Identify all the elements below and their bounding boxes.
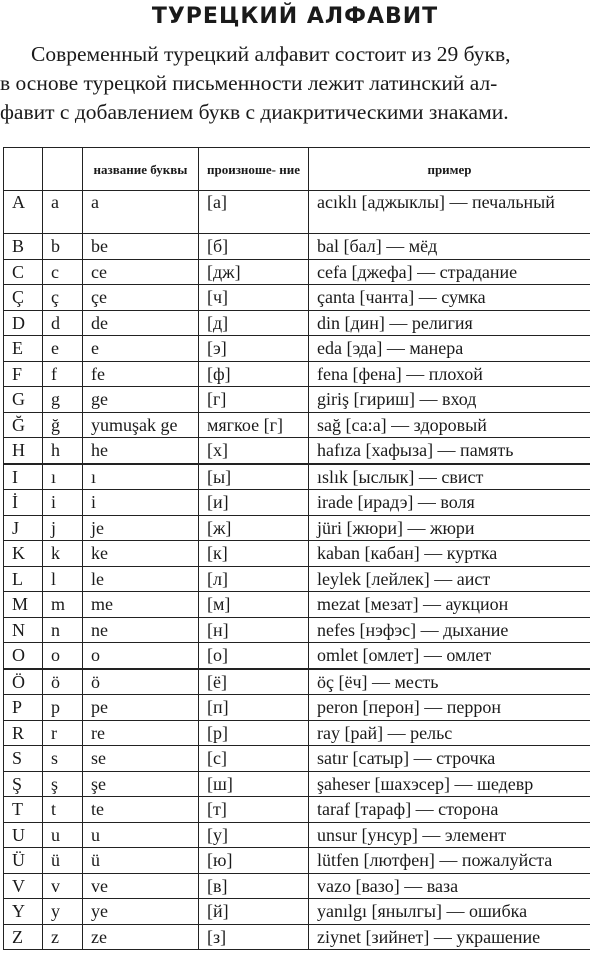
header-example: пример bbox=[309, 148, 590, 191]
cell-lowercase: m bbox=[43, 592, 83, 618]
intro-line: в основе турецкой письменности лежит латинский ал- bbox=[0, 71, 498, 95]
cell-letter-name: de bbox=[83, 310, 199, 336]
cell-pronunciation: [ы] bbox=[199, 464, 309, 490]
cell-letter-name: re bbox=[83, 720, 199, 746]
cell-letter-name: a bbox=[83, 191, 199, 234]
cell-letter-name: ke bbox=[83, 541, 199, 567]
cell-uppercase: U bbox=[4, 822, 43, 848]
cell-lowercase: ç bbox=[43, 285, 83, 311]
table-row bbox=[4, 191, 590, 234]
cell-lowercase: r bbox=[43, 720, 83, 746]
cell-uppercase: N bbox=[4, 617, 43, 643]
cell-letter-name: ze bbox=[83, 924, 199, 950]
cell-example: bal [бал] — мёд bbox=[309, 234, 590, 260]
intro-line: Современный турецкий алфавит состоит из 29 букв, bbox=[31, 42, 511, 66]
cell-uppercase: J bbox=[4, 515, 43, 541]
cell-lowercase: ö bbox=[43, 669, 83, 695]
cell-lowercase: t bbox=[43, 797, 83, 823]
cell-lowercase: v bbox=[43, 873, 83, 899]
intro-line: фавит с добавлением букв с диакритическими знаками. bbox=[0, 100, 509, 124]
cell-pronunciation: мягкое [г] bbox=[199, 412, 309, 438]
table-row bbox=[4, 541, 590, 567]
table-row bbox=[4, 464, 590, 490]
cell-letter-name: te bbox=[83, 797, 199, 823]
cell-example: giriş [гириш] — вход bbox=[309, 387, 590, 413]
cell-pronunciation: [в] bbox=[199, 873, 309, 899]
cell-letter-name: je bbox=[83, 515, 199, 541]
cell-example: lütfen [лютфен] — пожалуйста bbox=[309, 848, 590, 874]
cell-uppercase: G bbox=[4, 387, 43, 413]
cell-example: sağ [са:а] — здоровый bbox=[309, 412, 590, 438]
cell-lowercase: k bbox=[43, 541, 83, 567]
cell-letter-name: i bbox=[83, 490, 199, 516]
table-row bbox=[4, 617, 590, 643]
cell-lowercase: f bbox=[43, 361, 83, 387]
header-letter-name: название буквы bbox=[83, 148, 199, 191]
cell-uppercase: İ bbox=[4, 490, 43, 516]
table-row bbox=[4, 490, 590, 516]
table-header-row bbox=[4, 148, 590, 191]
cell-pronunciation: [ф] bbox=[199, 361, 309, 387]
cell-letter-name: e bbox=[83, 336, 199, 362]
table-body bbox=[4, 191, 590, 950]
table-row bbox=[4, 899, 590, 925]
table-row bbox=[4, 234, 590, 260]
cell-uppercase: I bbox=[4, 464, 43, 490]
cell-uppercase: Ç bbox=[4, 285, 43, 311]
cell-example: taraf [тараф] — сторона bbox=[309, 797, 590, 823]
table-row bbox=[4, 822, 590, 848]
cell-pronunciation: [ё] bbox=[199, 669, 309, 695]
page-title: ТУРЕЦКИЙ АЛФАВИТ bbox=[151, 4, 439, 29]
table-row bbox=[4, 695, 590, 721]
cell-lowercase: b bbox=[43, 234, 83, 260]
cell-letter-name: u bbox=[83, 822, 199, 848]
cell-lowercase: l bbox=[43, 566, 83, 592]
cell-letter-name: ve bbox=[83, 873, 199, 899]
cell-lowercase: ü bbox=[43, 848, 83, 874]
cell-example: satır [сатыр] — строчка bbox=[309, 746, 590, 772]
cell-example: omlet [омлет] — омлет bbox=[309, 643, 590, 669]
cell-example: irade [ирадэ] — воля bbox=[309, 490, 590, 516]
table-row bbox=[4, 259, 590, 285]
cell-pronunciation: [у] bbox=[199, 822, 309, 848]
cell-pronunciation: [э] bbox=[199, 336, 309, 362]
cell-pronunciation: [б] bbox=[199, 234, 309, 260]
cell-uppercase: K bbox=[4, 541, 43, 567]
cell-lowercase: o bbox=[43, 643, 83, 669]
table-row bbox=[4, 746, 590, 772]
alphabet-table bbox=[3, 147, 590, 950]
cell-uppercase: Ü bbox=[4, 848, 43, 874]
cell-letter-name: ce bbox=[83, 259, 199, 285]
table-row bbox=[4, 873, 590, 899]
header-lowercase bbox=[43, 148, 83, 191]
table-row bbox=[4, 515, 590, 541]
cell-uppercase: R bbox=[4, 720, 43, 746]
cell-uppercase: P bbox=[4, 695, 43, 721]
cell-lowercase: n bbox=[43, 617, 83, 643]
cell-pronunciation: [м] bbox=[199, 592, 309, 618]
table-row bbox=[4, 336, 590, 362]
cell-example: mezat [мезат] — аукцион bbox=[309, 592, 590, 618]
cell-letter-name: yumuşak ge bbox=[83, 412, 199, 438]
cell-letter-name: şe bbox=[83, 771, 199, 797]
cell-pronunciation: [д] bbox=[199, 310, 309, 336]
cell-uppercase: Ş bbox=[4, 771, 43, 797]
table-row bbox=[4, 387, 590, 413]
table-row bbox=[4, 643, 590, 669]
cell-lowercase: y bbox=[43, 899, 83, 925]
cell-pronunciation: [п] bbox=[199, 695, 309, 721]
cell-lowercase: i bbox=[43, 490, 83, 516]
table-row bbox=[4, 310, 590, 336]
cell-pronunciation: [о] bbox=[199, 643, 309, 669]
cell-pronunciation: [дж] bbox=[199, 259, 309, 285]
cell-example: yanılgı [янылгы] — ошибка bbox=[309, 899, 590, 925]
cell-example: fena [фена] — плохой bbox=[309, 361, 590, 387]
table-row bbox=[4, 566, 590, 592]
cell-lowercase: d bbox=[43, 310, 83, 336]
cell-letter-name: ı bbox=[83, 464, 199, 490]
table-row bbox=[4, 720, 590, 746]
cell-example: nefes [нэфэс] — дыхание bbox=[309, 617, 590, 643]
table-row bbox=[4, 361, 590, 387]
cell-letter-name: çe bbox=[83, 285, 199, 311]
cell-lowercase: ğ bbox=[43, 412, 83, 438]
cell-lowercase: s bbox=[43, 746, 83, 772]
cell-example: eda [эда] — манера bbox=[309, 336, 590, 362]
cell-pronunciation: [ч] bbox=[199, 285, 309, 311]
cell-uppercase: C bbox=[4, 259, 43, 285]
table-row bbox=[4, 924, 590, 950]
cell-example: ıslık [ыслык] — свист bbox=[309, 464, 590, 490]
cell-pronunciation: [ю] bbox=[199, 848, 309, 874]
cell-uppercase: T bbox=[4, 797, 43, 823]
cell-lowercase: u bbox=[43, 822, 83, 848]
cell-uppercase: E bbox=[4, 336, 43, 362]
cell-pronunciation: [т] bbox=[199, 797, 309, 823]
cell-letter-name: se bbox=[83, 746, 199, 772]
cell-lowercase: a bbox=[43, 191, 83, 234]
table-row bbox=[4, 848, 590, 874]
cell-pronunciation: [с] bbox=[199, 746, 309, 772]
cell-pronunciation: [ш] bbox=[199, 771, 309, 797]
cell-example: öç [ёч] — месть bbox=[309, 669, 590, 695]
cell-example: vazo [вазо] — ваза bbox=[309, 873, 590, 899]
cell-letter-name: fe bbox=[83, 361, 199, 387]
cell-pronunciation: [ж] bbox=[199, 515, 309, 541]
cell-pronunciation: [г] bbox=[199, 387, 309, 413]
header-pronunciation: произноше- ние bbox=[199, 148, 309, 191]
cell-lowercase: z bbox=[43, 924, 83, 950]
cell-uppercase: S bbox=[4, 746, 43, 772]
cell-letter-name: ü bbox=[83, 848, 199, 874]
cell-pronunciation: [х] bbox=[199, 438, 309, 464]
cell-letter-name: be bbox=[83, 234, 199, 260]
cell-letter-name: ge bbox=[83, 387, 199, 413]
cell-example: hafıza [хафыза] — память bbox=[309, 438, 590, 464]
cell-uppercase: M bbox=[4, 592, 43, 618]
table-row bbox=[4, 592, 590, 618]
cell-example: acıklı [аджыклы] — печальный bbox=[309, 191, 590, 234]
cell-pronunciation: [н] bbox=[199, 617, 309, 643]
cell-pronunciation: [к] bbox=[199, 541, 309, 567]
cell-pronunciation: [р] bbox=[199, 720, 309, 746]
cell-letter-name: me bbox=[83, 592, 199, 618]
cell-uppercase: O bbox=[4, 643, 43, 669]
cell-example: peron [перон] — перрон bbox=[309, 695, 590, 721]
intro-paragraph bbox=[0, 40, 590, 127]
cell-example: şaheser [шахэсер] — шедевр bbox=[309, 771, 590, 797]
cell-example: ray [рай] — рельс bbox=[309, 720, 590, 746]
table-row bbox=[4, 438, 590, 464]
cell-pronunciation: [й] bbox=[199, 899, 309, 925]
cell-uppercase: L bbox=[4, 566, 43, 592]
cell-uppercase: Ö bbox=[4, 669, 43, 695]
cell-example: jüri [жюри] — жюри bbox=[309, 515, 590, 541]
cell-letter-name: o bbox=[83, 643, 199, 669]
cell-lowercase: e bbox=[43, 336, 83, 362]
cell-uppercase: A bbox=[4, 191, 43, 234]
cell-lowercase: h bbox=[43, 438, 83, 464]
cell-uppercase: D bbox=[4, 310, 43, 336]
cell-example: kaban [кабан] — куртка bbox=[309, 541, 590, 567]
table-row bbox=[4, 771, 590, 797]
cell-example: ziynet [зийнет] — украшение bbox=[309, 924, 590, 950]
header-uppercase bbox=[4, 148, 43, 191]
cell-letter-name: ö bbox=[83, 669, 199, 695]
cell-example: unsur [унсур] — элемент bbox=[309, 822, 590, 848]
cell-uppercase: Y bbox=[4, 899, 43, 925]
cell-uppercase: Ğ bbox=[4, 412, 43, 438]
cell-letter-name: he bbox=[83, 438, 199, 464]
cell-lowercase: ş bbox=[43, 771, 83, 797]
cell-example: cefa [джефа] — страдание bbox=[309, 259, 590, 285]
cell-example: leylek [лейлек] — аист bbox=[309, 566, 590, 592]
cell-pronunciation: [а] bbox=[199, 191, 309, 234]
table-row bbox=[4, 669, 590, 695]
cell-uppercase: Z bbox=[4, 924, 43, 950]
cell-uppercase: B bbox=[4, 234, 43, 260]
cell-pronunciation: [л] bbox=[199, 566, 309, 592]
cell-lowercase: ı bbox=[43, 464, 83, 490]
cell-lowercase: g bbox=[43, 387, 83, 413]
cell-lowercase: p bbox=[43, 695, 83, 721]
table-row bbox=[4, 285, 590, 311]
cell-letter-name: ne bbox=[83, 617, 199, 643]
cell-pronunciation: [з] bbox=[199, 924, 309, 950]
cell-uppercase: H bbox=[4, 438, 43, 464]
cell-lowercase: j bbox=[43, 515, 83, 541]
cell-example: din [дин] — религия bbox=[309, 310, 590, 336]
cell-uppercase: F bbox=[4, 361, 43, 387]
cell-letter-name: pe bbox=[83, 695, 199, 721]
table-row bbox=[4, 412, 590, 438]
cell-lowercase: c bbox=[43, 259, 83, 285]
cell-example: çanta [чанта] — сумка bbox=[309, 285, 590, 311]
cell-letter-name: ye bbox=[83, 899, 199, 925]
table-row bbox=[4, 797, 590, 823]
cell-uppercase: V bbox=[4, 873, 43, 899]
cell-letter-name: le bbox=[83, 566, 199, 592]
cell-pronunciation: [и] bbox=[199, 490, 309, 516]
